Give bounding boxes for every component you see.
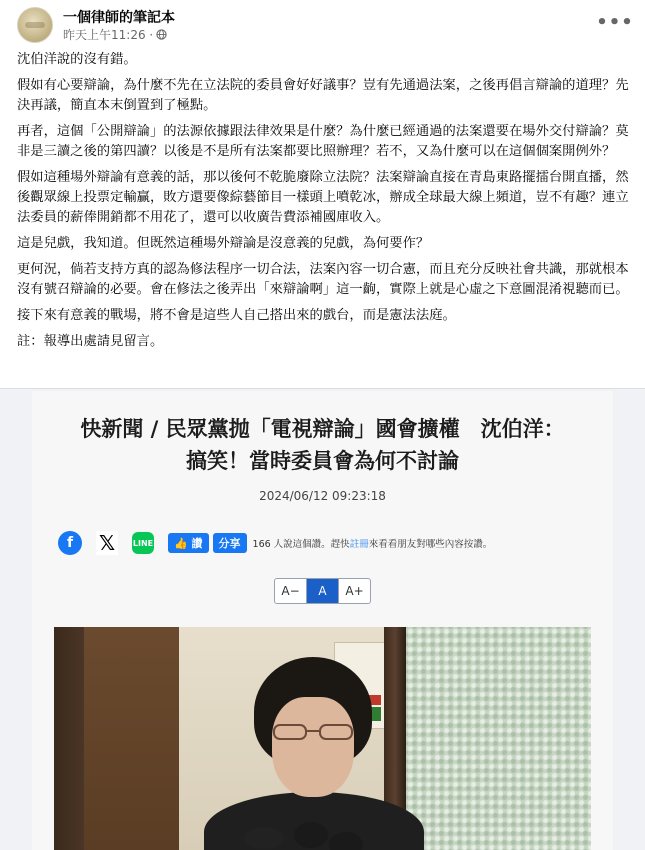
font-smaller-button[interactable]: A− (275, 579, 307, 603)
photo-frosted-glass (406, 627, 591, 850)
post-paragraph: 接下來有意義的戰場，將不會是這些人自己搭出來的戲台，而是憲法法庭。 (17, 308, 456, 323)
register-link[interactable]: 註冊 (349, 539, 369, 550)
microphone-icon (244, 827, 284, 849)
article-date: 2024/06/12 09:23:18 (259, 489, 386, 503)
post-paragraph: 假如有心要辯論，為什麼不先在立法院的委員會好好議事？豈有先通過法案，之後再倡言辯論的道理？先決再議，簡直本末倒置到了極點。 (17, 78, 629, 113)
line-icon[interactable]: LINE (132, 532, 154, 554)
shared-article-preview[interactable] (0, 388, 645, 850)
font-larger-button[interactable]: A+ (345, 584, 364, 598)
font-normal-button[interactable]: A (307, 579, 339, 603)
like-button[interactable] (168, 533, 209, 553)
like-count-suffix: 來看看朋友對哪些內容按讚。 (368, 539, 493, 550)
post-paragraph: 更何況，倘若支持方真的認為修法程序一切合法，法案內容一切合憲，而且充分反映社會共識，那就根本沒有號召辯論的必要。會在修法之後弄出「來辯論啊」這一齣，實際上就是心虛之下意圖混淆視聽而已。 (17, 262, 629, 297)
post-paragraph: 再者，這個「公開辯論」的法源依據跟法律效果是什麼？為什麼已經通過的法案還要在場外交付辯論？莫非是三讀之後的第四讀？以後是不是所有法案都要比照辦理？若不，又為什麼可以在這個個案開例外？ (17, 124, 629, 159)
article-screenshot (32, 391, 613, 850)
share-button[interactable]: 分享 (213, 533, 247, 553)
article-title-line1: 快新聞 / 民眾黨抛「電視辯論」國會擴權 沈伯洋： (80, 417, 565, 441)
post-paragraph: 假如這種場外辯論有意義的話，那以後何不乾脆廢除立法院？法案辯論直接在青島東路擺擂台開直播，然後觀眾線上投票定輸贏，敗方還要像綜藝節目一樣頭上噴乾冰，辦成全球最大線上頻道，豈不有趣？連立法委員的薪俸開銷都不用花了，還可以收廣告費添補國庫收入。 (17, 170, 629, 225)
microphone-icon (294, 822, 328, 848)
more-options-button[interactable] (596, 10, 634, 34)
page-avatar[interactable] (17, 7, 53, 43)
like-count-prefix: 166 人說這個讚。趕快 (252, 539, 350, 550)
like-count (253, 536, 493, 550)
post-paragraph: 沈伯洋說的沒有錯。 (17, 52, 137, 67)
post-text (17, 50, 629, 358)
thumbs-up-icon: 👍 (174, 536, 192, 550)
like-button-label: 讚 (191, 537, 203, 550)
font-size-selector (274, 578, 371, 604)
more-horizontal-icon: ••• (596, 11, 634, 33)
photo-door (84, 627, 182, 850)
article-title (32, 413, 613, 477)
photo-glasses (268, 723, 358, 741)
page-name[interactable]: 一個律師的筆記本 (63, 10, 175, 26)
globe-icon (156, 29, 167, 40)
photo-person-face (272, 697, 354, 797)
post-paragraph: 這是兒戲，我知道。但既然這種場外辯論是沒意義的兒戲，為何要作？ (17, 236, 430, 251)
article-photo (54, 627, 591, 850)
x-icon[interactable]: 𝕏 (96, 531, 118, 555)
facebook-icon[interactable]: f (58, 531, 82, 555)
post-header (0, 0, 645, 48)
post-timestamp[interactable]: 昨天上午11:26 · (63, 28, 154, 42)
post-paragraph: 註：報導出處請見留言。 (17, 334, 164, 349)
post-meta (63, 26, 167, 43)
share-row (58, 529, 492, 557)
article-title-line2: 搞笑！當時委員會為何不討論 (186, 449, 459, 473)
